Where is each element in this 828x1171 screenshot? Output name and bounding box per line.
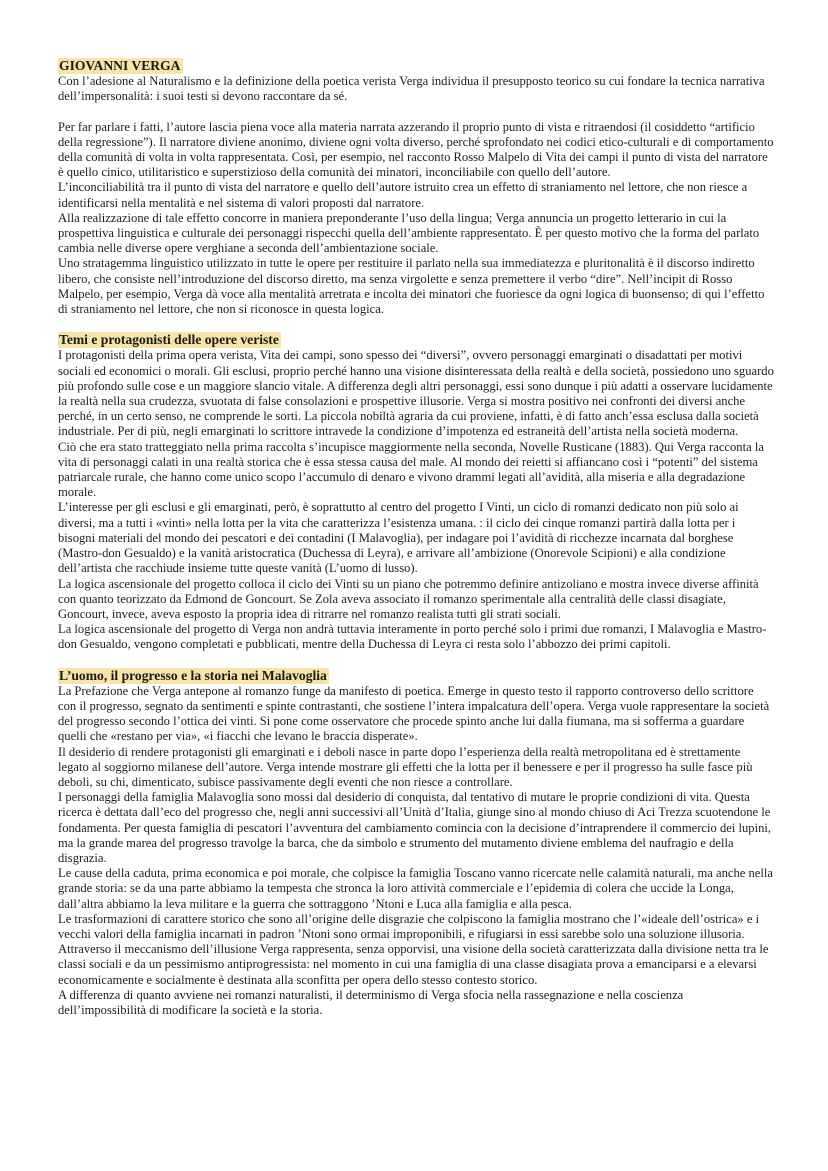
section-uomo-progresso-storia: [58, 668, 774, 1019]
paragraph: La Prefazione che Verga antepone al romanzo funge da manifesto di poetica. Emerge in questo testo il rapporto controverso dello scrittore con il progresso, segnato da sentimenti e spinte contrastanti, che sostiene l’intera impalcatura dell’opera. Verga vuole rappresentare la società del progresso secondo l’ottica dei vinti. Si pone come osservatore che procede spinto anche lui dalla fiumana, ma si sofferma a guardare quelli che «restano per via», «i fiacchi che levano le braccia disperate».: [58, 683, 770, 744]
paragraph: I protagonisti della prima opera verista, Vita dei campi, sono spesso dei “diversi”, ovvero personaggi emarginati o disadattati per motivi sociali ed economici o morali. Gli esclusi, proprio perché hanno una visione disinteressata della realtà e della società, possiedono uno sguardo più profondo sulle cose e un maggiore slancio vitale. A differenza degli altri personaggi, essi sono dunque i più adatti a osservare lucidamente la realtà nella sua crudezza, svuotata di false consolazioni e prospettive illusorie. Verga si mostra positivo nei confronti dei diversi anche perché, in un certo senso, ne comprende le sorti. La piccola nobiltà agraria da cui proviene, infatti, è di fatto anch’essa esclusa dalla società industriale. Per di più, negli emarginati lo scrittore intravede la condizione d’impotenza ed estraneità dell’artista nella società moderna.: [58, 348, 774, 439]
paragraph: L’interesse per gli esclusi e gli emarginati, però, è soprattutto al centro del progetto I Vinti, un ciclo di romanzi dedicato non più solo ai diversi, ma a tutti i «vinti» nella lotta per la vita che caratterizza l’esistenza umana. : il ciclo dei cinque romanzi partirà dalla lotta per i bisogni materiali del mondo dei pescatori e dei contadini (I Malavoglia), per indagare poi l’avidità di ricchezze incarnata dal borghese (Mastro-don Gesualdo) e la vanità aristocratica (Duchessa di Leyra), e arrivare all’ambizione (Onorevole Scipioni) e alla condizione dell’artista che racchiude insieme tutte queste vanità (L’uomo di lusso).: [58, 500, 739, 576]
document-page: [58, 58, 774, 1018]
paragraph: Attraverso il meccanismo dell’illusione Verga rappresenta, senza opporvisi, una visione della società caratterizzata dalla divisione netta tra le classi sociali e da un pessimismo antiprogressista: nel momento in cui una famiglia di una classe disagiata prova a emanciparsi e a elevarsi economicamente e socialmente è destinata alla sconfitta per opera dello stesso contesto storico.: [58, 942, 769, 987]
paragraph: Uno stratagemma linguistico utilizzato in tutte le opere per restituire il parlato nella sua immediatezza e pluritonalità è il discorso indiretto libero, che consiste nell’introduzione del discorso diretto, ma senza virgolette e senza premettere il verbo “dire”. Nell’incipit di Rosso Malpelo, per esempio, Verga dà voce alla mentalità arretrata e incolta dei minatori che fuoriesce da ogni logica di buonsenso; di qui l’effetto di straniamento nel lettore, che non si riconosce in questa logica.: [58, 256, 765, 317]
paragraph: La logica ascensionale del progetto di Verga non andrà tuttavia interamente in porto perché solo i primi due romanzi, I Malavoglia e Mastro-don Gesualdo, vengono completati e pubblicati, mentre della Duchessa di Leyra ci resta solo l’abbozzo dei primi capitoli.: [58, 622, 767, 652]
section-temi-e-protagonisti: [58, 332, 774, 652]
paragraph: Le trasformazioni di carattere storico che sono all’origine delle disgrazie che colpiscono la famiglia mostrano che l’«ideale dell’ostrica» e i vecchi valori della famiglia incarnati in padron ’Ntoni sono ormai improponibili, e rifugiarsi in essi sarebbe solo una soluzione illusoria.: [58, 911, 760, 941]
paragraph: Ciò che era stato tratteggiato nella prima raccolta s’incupisce maggiormente nella seconda, Novelle Rusticane (1883). Qui Verga racconta la vita di personaggi calati in una realtà storica che è essa stessa causa del male. Al mondo dei reietti si affiancano così i “potenti” del sistema patriarcale rurale, che hanno come unico scopo l’accumulo di denaro e vivono drammi legati all’avidità, alla miseria e alla degradazione morale.: [58, 439, 764, 500]
paragraph: Per far parlare i fatti, l’autore lascia piena voce alla materia narrata azzerando il proprio punto di vista e ritraendosi (il cosiddetto “artificio della regressione”). Il narratore diviene anonimo, diviene ogni volta diverso, perché sprofondato nei codici etico-culturali e di comportamento della comunità di volta in volta rappresentata. Così, per esempio, nel racconto Rosso Malpelo di Vita dei campi il punto di vista del narratore è quello cinico, utilitaristico e superstizioso della comunità dei minatori, inconciliabile con quello dell’autore.: [58, 119, 774, 180]
section-title: Temi e protagonisti delle opere veriste: [59, 332, 279, 348]
paragraph: A differenza di quanto avviene nei romanzi naturalisti, il determinismo di Verga sfocia nella rassegnazione e nella coscienza dell’impossibilità di modificare la società e la storia.: [58, 987, 684, 1017]
paragraph: L’inconciliabilità tra il punto di vista del narratore e quello dell’autore istruito crea un effetto di straniamento nel lettore, che non riesce a identificarsi nella mentalità e nel sistema di valori proposti dal narratore.: [58, 180, 748, 210]
paragraph: I personaggi della famiglia Malavoglia sono mossi dal desiderio di conquista, dal tentativo di mutare le proprie condizioni di vita. Questa ricerca è dettata dall’eco del progresso che, negli anni successivi all’Unità d’Italia, giunge sino al mondo chiuso di Aci Trezza scuotendone le fondamenta. Per questa famiglia di pescatori l’avventura del cambiamento comincia con la decisione d’intraprendere il commercio dei lupini, ma la grande marea del progresso travolge la barca, che da simbolo e strumento del mutamento diviene emblema del naufragio e della disgrazia.: [58, 790, 772, 865]
section-title: GIOVANNI VERGA: [59, 58, 181, 73]
paragraph: Alla realizzazione di tale effetto concorre in maniera preponderante l’uso della lingua; Verga annuncia un progetto letterario in cui la prospettiva linguistica e culturale dei personaggi rispecchi quella dell’ambiente rappresentato. È per questo motivo che la forma del parlato cambia nelle diverse opere verghiane a seconda dell’ambientazione sociale.: [58, 210, 760, 256]
paragraph: La logica ascensionale del progetto colloca il ciclo dei Vinti su un piano che potremmo definire antizoliano e mostra invece diverse affinità con quanto teorizzato da Edmond de Goncourt. Se Zola aveva associato il romanzo sperimentale alla centralità delle classi disagiate, Goncourt, invece, aveva esposto la propria idea di ritrarre nel romanzo realista tutti gli strati sociali.: [58, 576, 759, 621]
paragraph: Il desiderio di rendere protagonisti gli emarginati e i deboli nasce in parte dopo l’esperienza della realtà metropolitana ed è strettamente legato al soggiorno milanese dell’autore. Verga intende mostrare gli effetti che la lotta per il benessere e per il progresso ha sulle fasce più deboli, su chi, dimenticato, subisce passivamente degli eventi che non riesce a controllare.: [58, 744, 753, 789]
section-title: L’uomo, il progresso e la storia nei Malavoglia: [59, 667, 327, 683]
section-giovanni-verga: [58, 58, 774, 317]
paragraph: Con l’adesione al Naturalismo e la definizione della poetica verista Verga individua il presupposto teorico su cui fondare la tecnica narrativa dell’impersonalità: i suoi testi si devono raccontare da sé.: [58, 74, 765, 104]
paragraph: Le cause della caduta, prima economica e poi morale, che colpisce la famiglia Toscano vanno ricercate nelle calamità naturali, ma anche nella grande storia: se da una parte abbiamo la tempesta che stronca la loro attività commerciale e l’epidemia di colera che uccide la Longa, dall’altra abbiamo la leva militare e la guerra che sottraggono ’Ntoni e Luca alla famiglia e alla pesca.: [58, 866, 773, 911]
